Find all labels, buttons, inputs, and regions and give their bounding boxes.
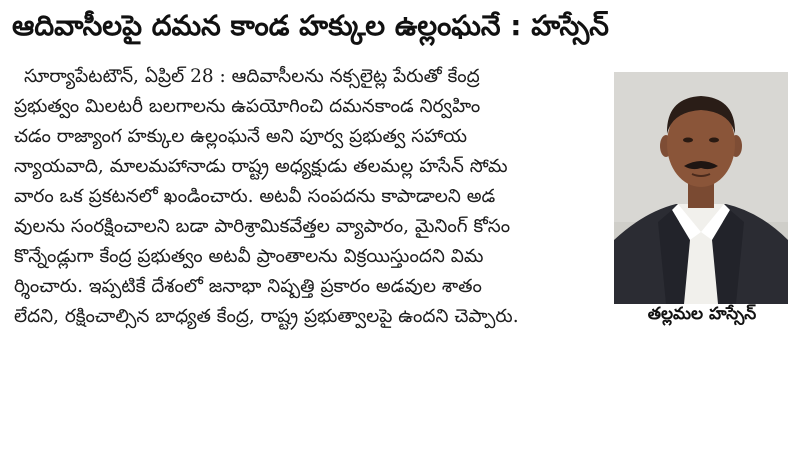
headline: ఆదివాసీలపై దమన కాండ హక్కుల ఉల్లంఘనే : హస్సేన్ xyxy=(12,9,609,42)
article-line: చడం రాజ్యాంగ హక్కుల ఉల్లంఘనే అని పూర్వ ప్రభుత్వ సహాయ xyxy=(14,126,468,147)
portrait-photo xyxy=(614,72,788,304)
article-line: వారం ఒక ప్రకటనలో ఖండించారు. అటవీ సంపదను కాపాడాలని అడ xyxy=(14,186,496,207)
article-line: వులను సంరక్షించాలని బడా పారిశ్రామికవేత్తల వ్యాపారం, మైనింగ్ కోసం xyxy=(14,216,511,237)
article-body xyxy=(14,62,614,332)
article-line: న్యాయవాది, మాలమహానాడు రాష్ట్ర అధ్యక్షుడు తలమల్ల హసేన్ సోమ xyxy=(14,156,508,177)
article-line: లేదని, రక్షించాల్సిన బాధ్యత కేంద్ర, రాష్ట్ర ప్రభుత్వాలపై ఉందని చెప్పారు. xyxy=(14,306,519,327)
article-line: కొన్నేండ్లుగా కేంద్ర ప్రభుత్వం అటవీ ప్రాంతాలను విక్రయిస్తుందని విమ xyxy=(14,246,484,267)
article-line: ప్రభుత్వం మిలటరీ బలగాలను ఉపయోగించి దమనకాండ నిర్వహిం xyxy=(14,96,481,117)
portrait-illustration xyxy=(614,72,788,304)
article-line: ర్శించారు. ఇప్పటికే దేశంలో జనాభా నిష్పత్తి ప్రకారం అడవుల శాతం xyxy=(14,276,482,297)
photo-caption: తల్లమల హస్సేన్ xyxy=(647,304,757,324)
article-line: సూర్యాపేటటౌన్, ఏప్రిల్ 28 : ఆదివాసీలను నక్సలైట్ల పేరుతో కేంద్ర xyxy=(24,66,480,87)
